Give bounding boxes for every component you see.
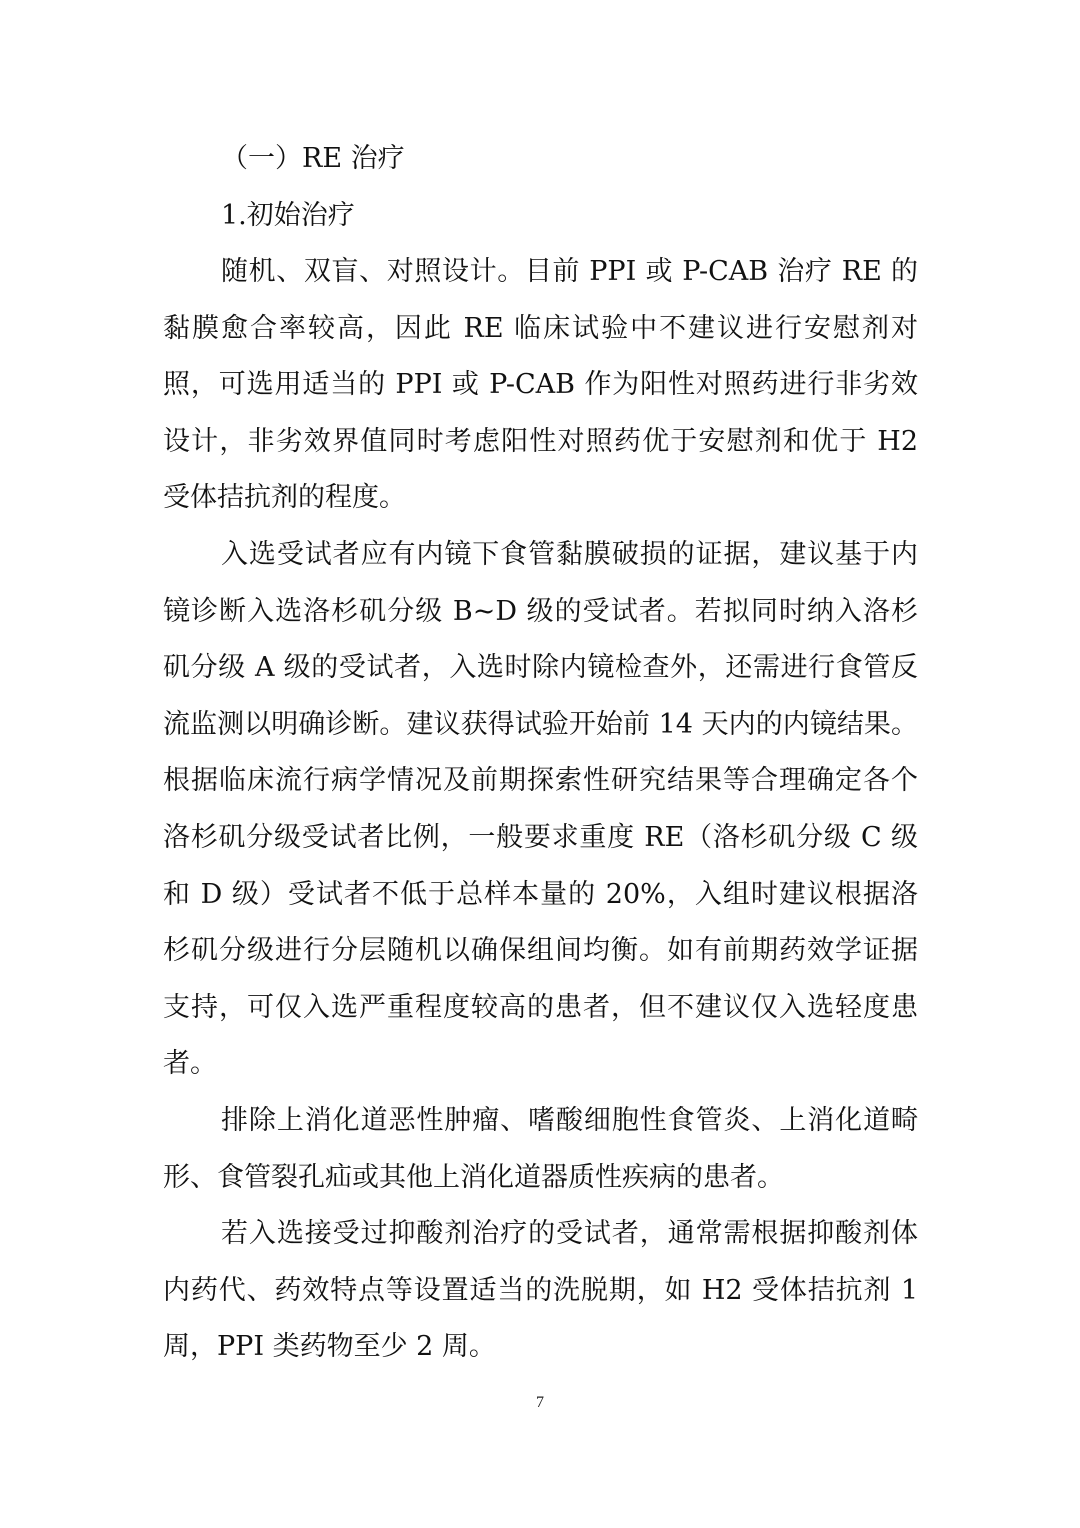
section-heading: （一）RE 治疗	[221, 143, 405, 174]
document-body	[163, 130, 918, 1376]
subsection-heading: 1.初始治疗	[221, 200, 355, 231]
paragraph-exclusion-criteria: 排除上消化道恶性肿瘤、嗜酸细胞性食管炎、上消化道畸形、食管裂孔疝或其他上消化道器质性疾病的患者。	[163, 1104, 918, 1193]
page-number: 7	[536, 1394, 544, 1411]
paragraph-washout-period: 若入选接受过抑酸剂治疗的受试者，通常需根据抑酸剂体内药代、药效特点等设置适当的洗脱期，如 H2 受体拮抗剂 1 周，PPI 类药物至少 2 周。	[163, 1218, 918, 1363]
paragraph-inclusion-criteria: 入选受试者应有内镜下食管黏膜破损的证据，建议基于内镜诊断入选洛杉矶分级 B~D 级的受试者。若拟同时纳入洛杉矶分级 A 级的受试者，入选时除内镜检查外，还需进行食管反流监测以明确诊断。建议获得试验开始前 14 天内的内镜结果。根据临床流行病学情况及前期探索性研究结果等合理确定各个洛杉矶分级受试者比例，一般要求重度 RE（洛杉矶分级 C 级和 D 级）受试者不低于总样本量的 20%，入组时建议根据洛杉矶分级进行分层随机以确保组间均衡。如有前期药效学证据支持，可仅入选严重程度较高的患者，但不建议仅入选轻度患者。	[163, 538, 918, 1080]
paragraph-study-design: 随机、双盲、对照设计。目前 PPI 或 P-CAB 治疗 RE 的黏膜愈合率较高，因此 RE 临床试验中不建议进行安慰剂对照，可选用适当的 PPI 或 P-CAB 作为阳性对照药进行非劣效设计，非劣效界值同时考虑阳性对照药优于安慰剂和优于 H2 受体拮抗剂的程度。	[163, 256, 918, 514]
